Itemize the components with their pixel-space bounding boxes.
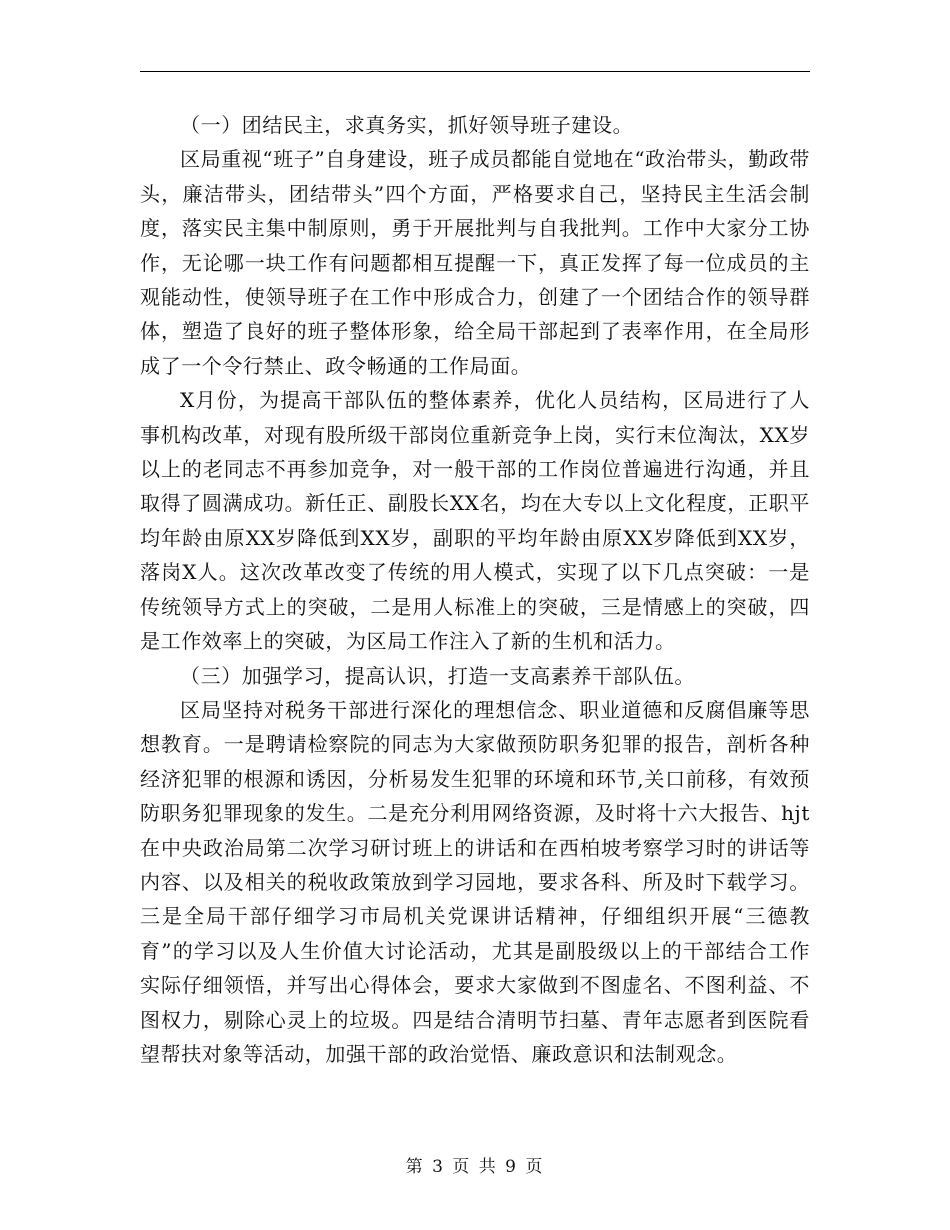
section-heading-1: （一）团结民主，求真务实，抓好领导班子建设。 [180, 113, 634, 137]
paragraph-leadership: 区局重视“班子”自身建设，班子成员都能自觉地在“政治带头，勤政带头，廉洁带头，团结带头”四个方面，严格要求自己，坚持民主生活会制度，落实民主集中制原则，勇于开展批判与自我批判。工作中大家分工协作，无论哪一块工作有问题都相互提醒一下，真正发挥了每一位成员的主观能动性，使领导班子在工作中形成合力，创建了一个团结合作的领导群体，塑造了良好的班子整体形象，给全局干部起到了表率作用，在全局形成了一个令行禁止、政令畅通的工作局面。 [140, 147, 810, 378]
page-number: 第 3 页 共 9 页 [405, 1157, 545, 1177]
header-rule [140, 71, 810, 72]
document-body [140, 108, 810, 1071]
paragraph-reform: X月份，为提高干部队伍的整体素养，优化人员结构，区局进行了人事机构改革，对现有股所级干部岗位重新竞争上岗，实行末位淘汰，XX岁以上的老同志不再参加竞争，对一般干部的工作岗位普遍进行沟通，并且取得了圆满成功。新任正、副股长XX名，均在大专以上文化程度，正职平均年龄由原XX岁降低到XX岁，副职的平均年龄由原XX岁降低到XX岁，落岗X人。这次改革改变了传统的用人模式，实现了以下几点突破：一是传统领导方式上的突破，二是用人标准上的突破，三是情感上的突破，四是工作效率上的突破，为区局工作注入了新的生机和活力。 [140, 388, 810, 654]
section-heading-3: （三）加强学习，提高认识，打造一支高素养干部队伍。 [180, 663, 695, 688]
paragraph-education: 区局坚持对税务干部进行深化的理想信念、职业道德和反腐倡廉等思想教育。一是聘请检察院的同志为大家做预防职务犯罪的报告，剖析各种经济犯罪的根源和诱因，分析易发生犯罪的环境和环节,关口前移，有效预防职务犯罪现象的发生。二是充分利用网络资源，及时将十六大报告、hjt在中央政治局第二次学习研讨班上的讲话和在西柏坡考察学习时的讲话等内容、以及相关的税收政策放到学习园地，要求各科、所及时下载学习。三是全局干部仔细学习市局机关党课讲话精神，仔细组织开展“三德教育”的学习以及人生价值大讨论活动，尤其是副股级以上的干部结合工作实际仔细领悟，并写出心得体会，要求大家做到不图虚名、不图利益、不图权力，剔除心灵上的垃圾。四是结合清明节扫墓、青年志愿者到医院看望帮扶对象等活动，加强干部的政治觉悟、廉政意识和法制观念。 [140, 697, 810, 1066]
